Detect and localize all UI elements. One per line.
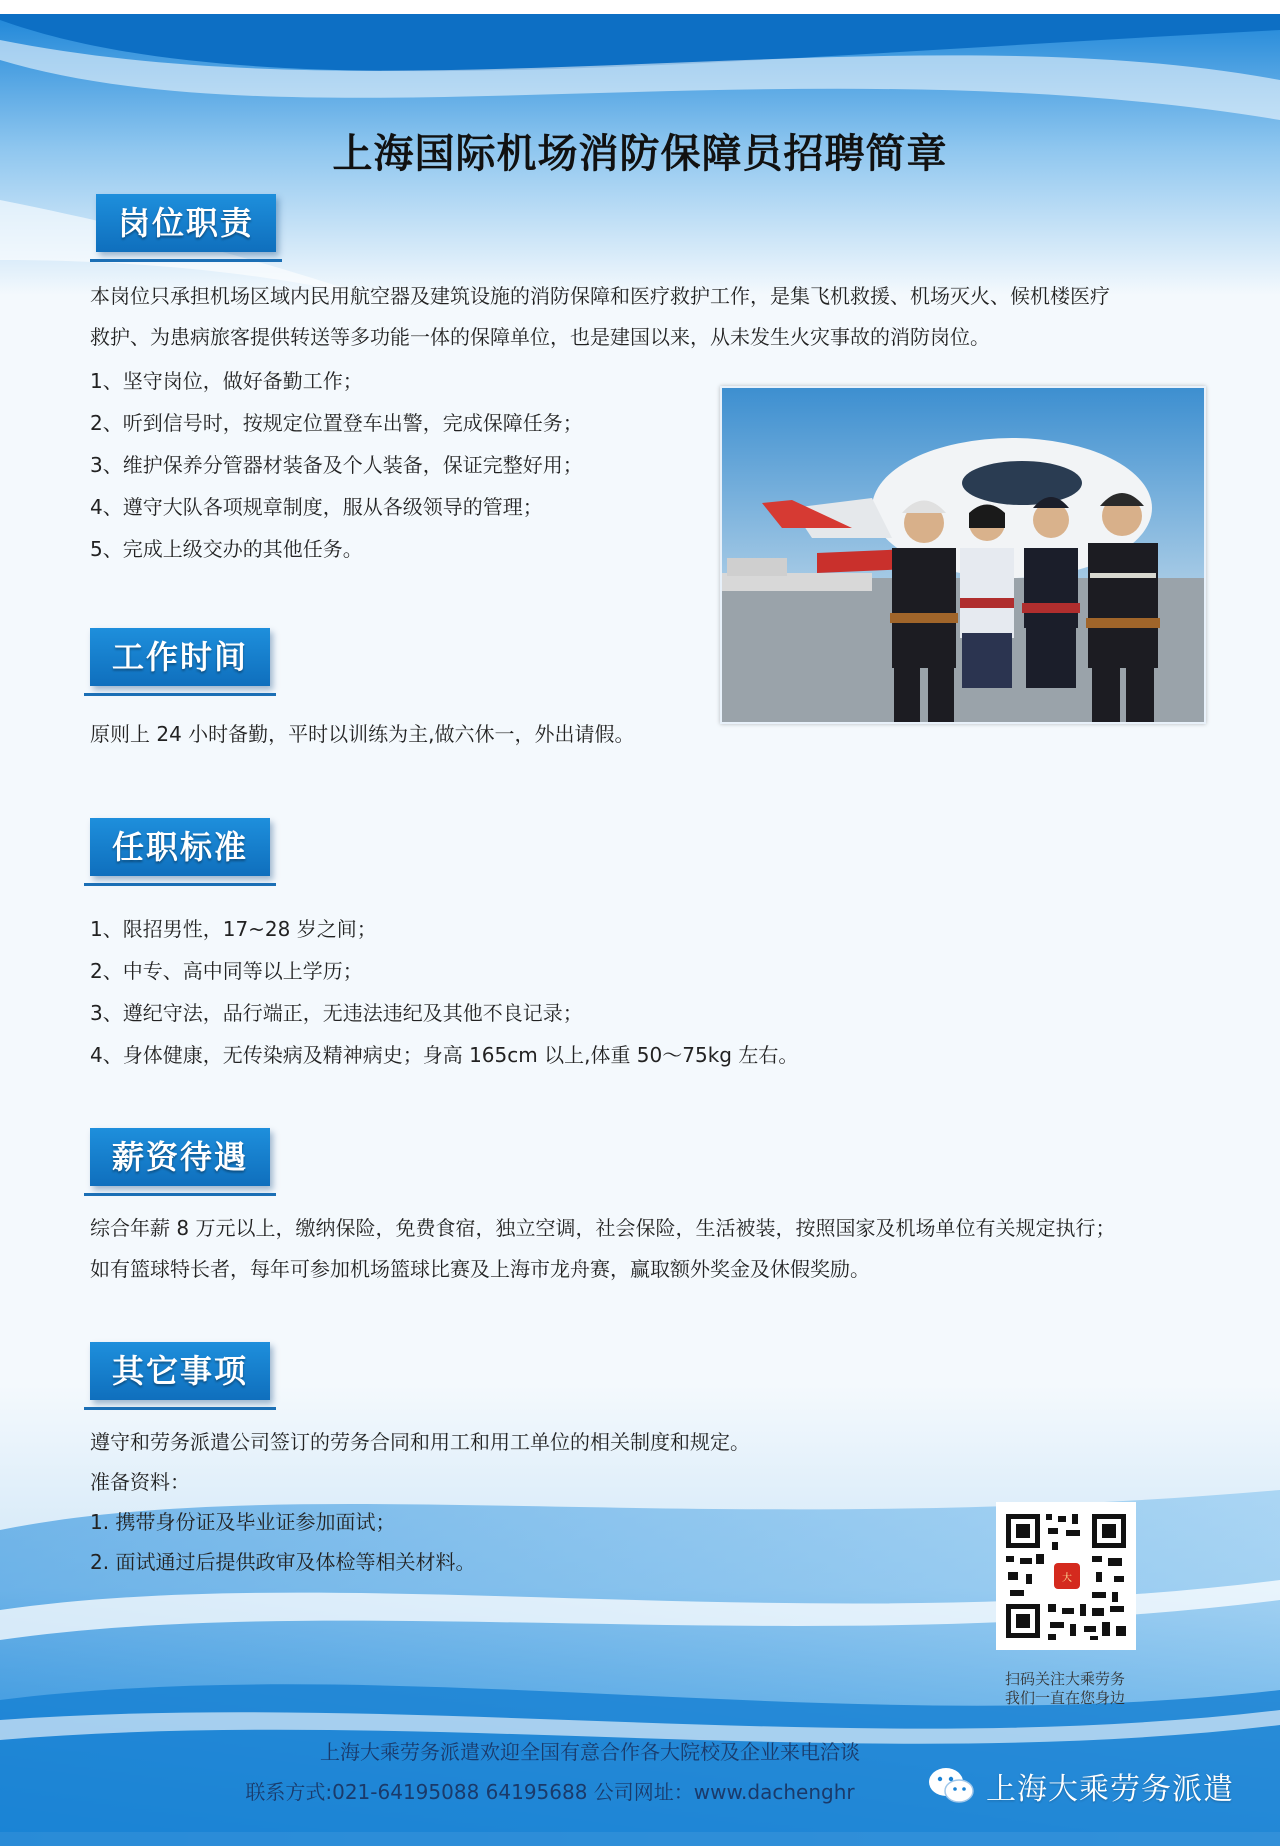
list-item: 2、中专、高中同等以上学历； [90, 959, 363, 983]
list-item: 3、遵纪守法，品行端正，无违法违纪及其他不良记录； [90, 1001, 583, 1025]
footer-contact: 联系方式:021-64195088 64195688 公司网址：www.dachenghr [245, 1780, 855, 1804]
section-heading-duties: 岗位职责 [96, 194, 276, 252]
list-item: 2. 面试通过后提供政审及体检等相关材料。 [90, 1550, 476, 1574]
svg-text:大: 大 [1062, 1573, 1072, 1584]
page-title: 上海国际机场消防保障员招聘简章 [332, 131, 948, 177]
footer-invitation: 上海大乘劳务派遣欢迎全国有意合作各大院校及企业来电洽谈 [320, 1740, 860, 1764]
wechat-brand [926, 1764, 1234, 1808]
list-item: 4、遵守大队各项规章制度，服从各级领导的管理； [90, 495, 543, 519]
list-item: 4、身体健康，无传染病及精神病史；身高 165cm 以上,体重 50～75kg 左右。 [90, 1043, 799, 1067]
hours-text: 原则上 24 小时备勤，平时以训练为主,做六休一，外出请假。 [90, 722, 635, 746]
section-heading-hours: 工作时间 [90, 628, 270, 686]
salary-text [90, 1208, 1250, 1290]
requirements-list [90, 908, 798, 1076]
list-item: 3、维护保养分管器材装备及个人装备，保证完整好用； [90, 453, 583, 477]
section-heading-other: 其它事项 [90, 1342, 270, 1400]
duties-intro [90, 276, 1240, 358]
section-heading-salary: 薪资待遇 [90, 1128, 270, 1186]
qr-caption-line: 我们一直在您身边 [1004, 1689, 1125, 1707]
salary-line: 如有篮球特长者，每年可参加机场篮球比赛及上海市龙舟赛，赢取额外奖金及休假奖励。 [90, 1257, 870, 1281]
qr-caption-line: 扫码关注大乘劳务 [1004, 1670, 1125, 1688]
duties-intro-line: 本岗位只承担机场区域内民用航空器及建筑设施的消防保障和医疗救护工作，是集飞机救援、机场灭火、候机楼医疗 [90, 284, 1110, 308]
qr-caption [985, 1670, 1145, 1708]
salary-line: 综合年薪 8 万元以上，缴纳保险，免费食宿，独立空调，社会保险，生活被装，按照国家及机场单位有关规定执行； [90, 1216, 1116, 1240]
list-item: 1. 携带身份证及毕业证参加面试； [90, 1510, 396, 1534]
brand-name: 上海大乘劳务派遣 [986, 1772, 1234, 1807]
firefighters-photo [720, 386, 1206, 724]
list-item: 2、听到信号时，按规定位置登车出警，完成保障任务； [90, 411, 583, 435]
other-line: 遵守和劳务派遣公司签订的劳务合同和用工和用工单位的相关制度和规定。 [90, 1430, 750, 1454]
list-item: 1、限招男性，17~28 岁之间； [90, 917, 377, 941]
duties-list [90, 360, 583, 570]
other-text [90, 1422, 750, 1582]
duties-intro-line: 救护、为患病旅客提供转送等多功能一体的保障单位，也是建国以来，从未发生火灾事故的消防岗位。 [90, 325, 990, 349]
list-item: 1、坚守岗位，做好备勤工作； [90, 369, 363, 393]
list-item: 5、完成上级交办的其他任务。 [90, 537, 363, 561]
section-heading-requirements: 任职标准 [90, 818, 270, 876]
wechat-icon [926, 1764, 978, 1808]
other-line: 准备资料： [90, 1470, 190, 1494]
qr-code[interactable] [996, 1502, 1136, 1650]
